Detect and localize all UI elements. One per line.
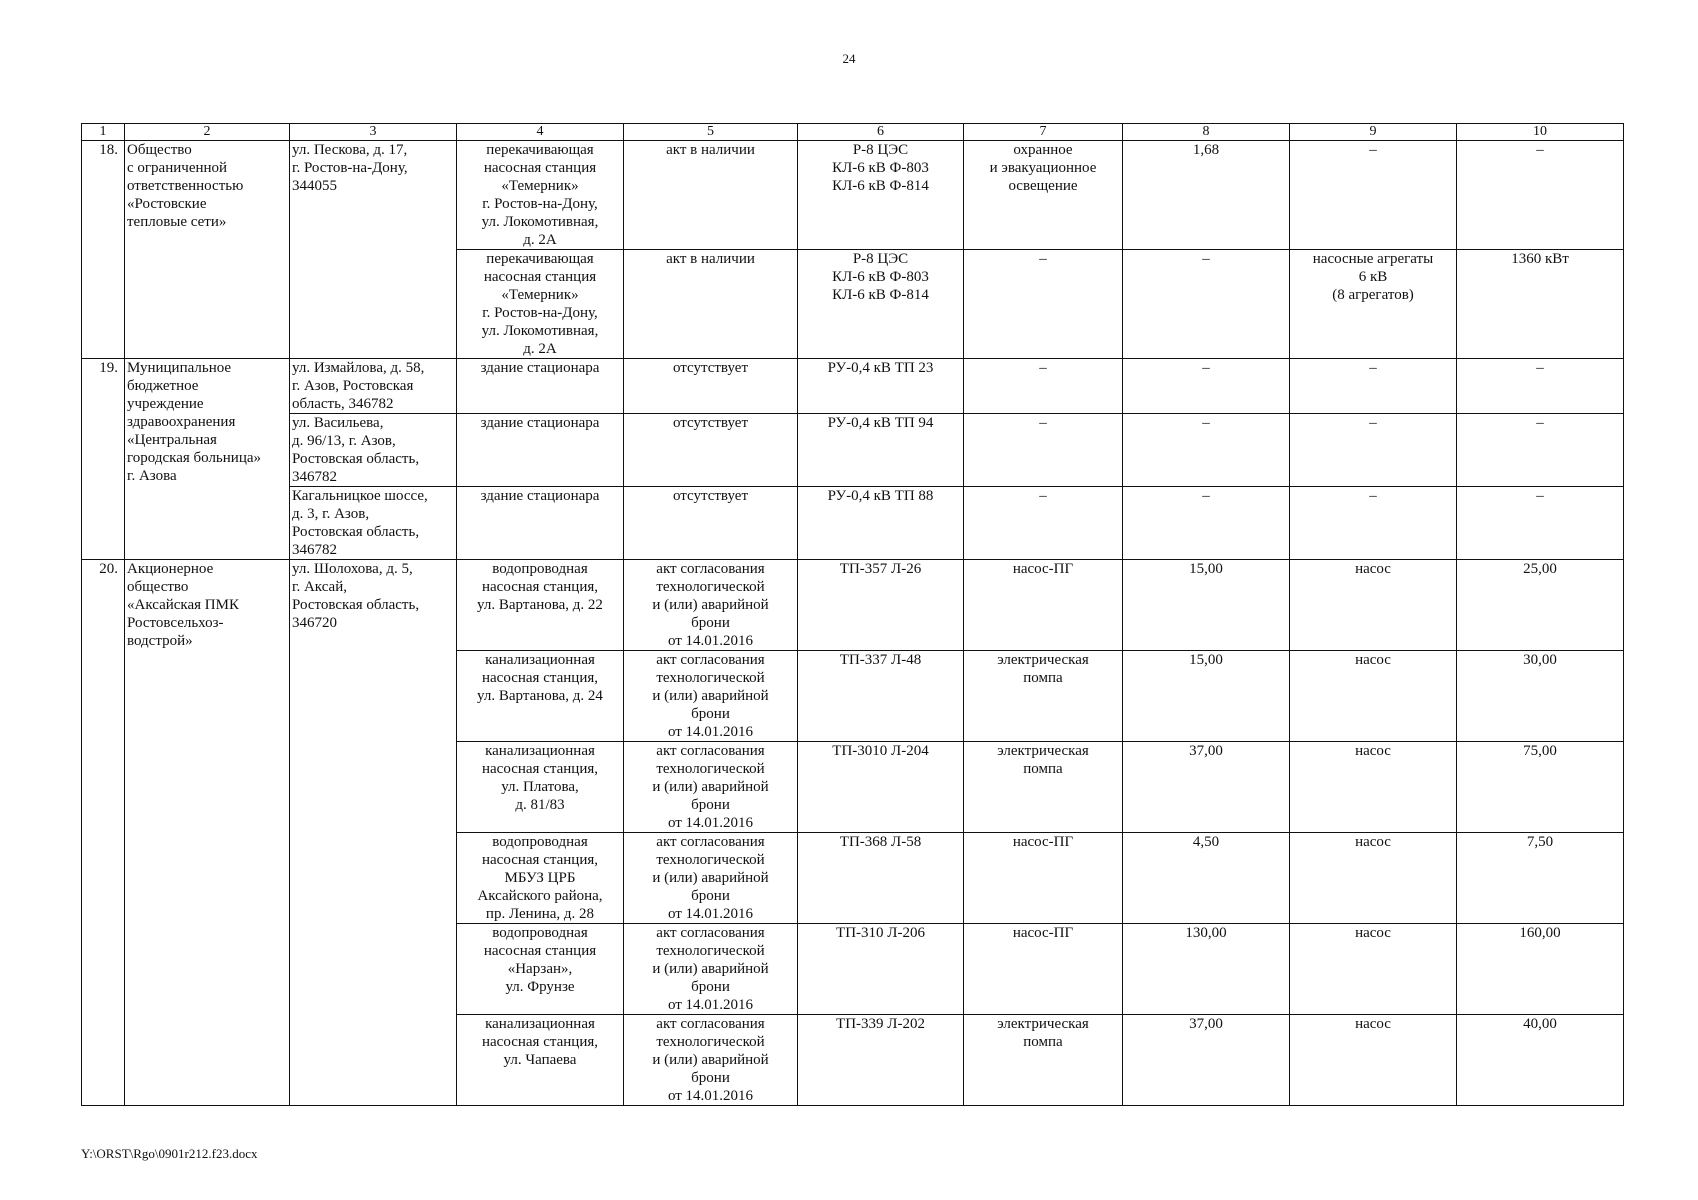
- cell-line: от 14.01.2016: [667, 1088, 754, 1104]
- cell-line: насос: [1355, 743, 1391, 759]
- cell-line: 3: [369, 124, 377, 139]
- cell-line: насосные агрегаты: [1312, 251, 1434, 267]
- cell-line: здание стационара: [480, 488, 600, 504]
- cell-line: ул. Платова,: [501, 779, 579, 795]
- page-number: 24: [842, 51, 856, 66]
- cell-line: 7: [1039, 124, 1047, 139]
- cell-line: Р-8 ЦЭС: [852, 251, 909, 267]
- column-10-value: [1457, 651, 1624, 742]
- column-10-value: [1457, 924, 1624, 1015]
- cell-line: г. Азова: [127, 468, 177, 484]
- cell-line: от 14.01.2016: [667, 633, 754, 649]
- column-numbers-row: [82, 124, 1624, 141]
- column-7-value: [964, 1015, 1123, 1106]
- cell-line: насосная станция: [483, 269, 597, 285]
- power-source: [798, 924, 964, 1015]
- cell-line: перекачивающая: [486, 251, 594, 267]
- object-name: [457, 924, 624, 1015]
- cell-line: РУ-0,4 кВ ТП 88: [827, 488, 934, 504]
- cell-line: –: [1039, 488, 1047, 504]
- cell-line: д. 3, г. Азов,: [292, 506, 370, 522]
- cell-line: ТП-337 Л-48: [839, 652, 922, 668]
- cell-line: перекачивающая: [486, 142, 594, 158]
- cell-line: г. Ростов-на-Дону,: [292, 160, 408, 176]
- cell-line: от 14.01.2016: [667, 815, 754, 831]
- cell-line: здравоохранения: [127, 414, 236, 430]
- cell-line: г. Ростов-на-Дону,: [482, 305, 598, 321]
- cell-line: ТП-310 Л-206: [836, 925, 925, 941]
- cell-line: 15,00: [1189, 652, 1223, 668]
- column-9-value: [1290, 250, 1457, 359]
- cell-line: Общество: [127, 142, 192, 158]
- cell-line: –: [1369, 488, 1377, 504]
- cell-line: ул. Вартанова, д. 24: [477, 688, 603, 704]
- cell-line: Акционерное: [127, 561, 214, 577]
- cell-line: городская больница»: [127, 450, 262, 466]
- cell-line: насос-ПГ: [1012, 834, 1074, 850]
- power-source: [798, 742, 964, 833]
- cell-line: 9: [1369, 124, 1377, 139]
- cell-line: электрическая: [997, 1016, 1089, 1032]
- cell-line: 10: [1533, 124, 1547, 139]
- column-7-value: [964, 560, 1123, 651]
- cell-line: 25,00: [1523, 561, 1557, 577]
- cell-line: ул. Фрунзе: [505, 979, 575, 995]
- cell-line: насос: [1355, 925, 1391, 941]
- cell-line: ул. Локомотивная,: [481, 323, 599, 339]
- cell-line: –: [1039, 360, 1047, 376]
- cell-line: «Темерник»: [501, 178, 579, 194]
- cell-line: и (или) аварийной: [652, 870, 769, 886]
- cell-line: –: [1536, 142, 1544, 158]
- column-number-3: [290, 124, 457, 141]
- cell-line: 346782: [292, 542, 337, 558]
- cell-line: г. Ростов-на-Дону,: [482, 196, 598, 212]
- act-status: [624, 414, 798, 487]
- cell-line: и эвакуационное: [989, 160, 1097, 176]
- cell-line: д. 81/83: [515, 797, 565, 813]
- column-10-value: [1457, 487, 1624, 560]
- row-number: [82, 560, 125, 1106]
- cell-line: 4: [536, 124, 544, 139]
- cell-line: Аксайского района,: [477, 888, 603, 904]
- cell-line: отсутствует: [672, 488, 749, 504]
- act-status: [624, 742, 798, 833]
- cell-line: акт согласования: [656, 561, 765, 577]
- cell-line: брони: [691, 615, 730, 631]
- column-9-value: [1290, 1015, 1457, 1106]
- cell-line: водопроводная: [492, 834, 588, 850]
- cell-line: 1360 кВт: [1511, 251, 1569, 267]
- cell-line: охранное: [1013, 142, 1073, 158]
- cell-line: насос-ПГ: [1012, 925, 1074, 941]
- act-status: [624, 924, 798, 1015]
- cell-line: с ограниченной: [127, 160, 228, 176]
- cell-line: акт согласования: [656, 925, 765, 941]
- cell-line: 2: [203, 124, 211, 139]
- cell-line: и (или) аварийной: [652, 688, 769, 704]
- cell-line: акт согласования: [656, 834, 765, 850]
- cell-line: 5: [707, 124, 714, 139]
- cell-line: ул. Пескова, д. 17,: [292, 142, 408, 158]
- column-9-value: [1290, 742, 1457, 833]
- cell-line: водстрой»: [127, 633, 193, 649]
- column-8-value: [1123, 924, 1290, 1015]
- cell-line: общество: [127, 579, 189, 595]
- cell-line: ТП-368 Л-58: [839, 834, 922, 850]
- power-source: [798, 141, 964, 250]
- power-source: [798, 487, 964, 560]
- column-8-value: [1123, 359, 1290, 414]
- act-status: [624, 141, 798, 250]
- row-number: [82, 141, 125, 359]
- object-name: [457, 250, 624, 359]
- column-7-value: [964, 833, 1123, 924]
- cell-line: водопроводная: [492, 925, 588, 941]
- cell-line: 19.: [99, 360, 118, 376]
- cell-line: д. 2А: [523, 232, 557, 248]
- column-7-value: [964, 250, 1123, 359]
- cell-line: Ростовсельхоз-: [127, 615, 224, 631]
- act-status: [624, 250, 798, 359]
- object-name: [457, 487, 624, 560]
- column-8-value: [1123, 250, 1290, 359]
- cell-line: 1: [99, 124, 107, 139]
- cell-line: «Ростовские: [127, 196, 207, 212]
- column-8-value: [1123, 414, 1290, 487]
- cell-line: 6: [877, 124, 884, 139]
- cell-line: ответственностью: [127, 178, 244, 194]
- cell-line: электрическая: [997, 743, 1089, 759]
- column-number-4: [457, 124, 624, 141]
- cell-line: 6 кВ: [1358, 269, 1388, 285]
- cell-line: 346720: [292, 615, 337, 631]
- cell-line: 30,00: [1523, 652, 1557, 668]
- cell-line: –: [1039, 415, 1047, 431]
- cell-line: отсутствует: [672, 360, 749, 376]
- cell-line: насос: [1355, 834, 1391, 850]
- cell-line: отсутствует: [672, 415, 749, 431]
- cell-line: 37,00: [1189, 1016, 1223, 1032]
- cell-line: насосная станция,: [482, 1034, 598, 1050]
- column-8-value: [1123, 651, 1290, 742]
- cell-line: –: [1202, 251, 1210, 267]
- cell-line: Кагальницкое шоссе,: [292, 488, 428, 504]
- column-9-value: [1290, 487, 1457, 560]
- cell-line: 15,00: [1189, 561, 1223, 577]
- cell-line: –: [1369, 360, 1377, 376]
- cell-line: КЛ-6 кВ Ф-803: [832, 160, 929, 176]
- cell-line: от 14.01.2016: [667, 724, 754, 740]
- object-name: [457, 141, 624, 250]
- cell-line: технологической: [656, 579, 765, 595]
- cell-line: Ростовская область,: [292, 597, 420, 613]
- column-number-5: [624, 124, 798, 141]
- cell-line: ул. Вартанова, д. 22: [477, 597, 603, 613]
- column-9-value: [1290, 359, 1457, 414]
- cell-line: г. Азов, Ростовская: [292, 378, 414, 394]
- object-name: [457, 833, 624, 924]
- act-status: [624, 1015, 798, 1106]
- act-status: [624, 359, 798, 414]
- cell-line: электрическая: [997, 652, 1089, 668]
- cell-line: Ростовская область,: [292, 451, 420, 467]
- object-name: [457, 1015, 624, 1106]
- power-source: [798, 651, 964, 742]
- column-number-10: [1457, 124, 1624, 141]
- cell-line: г. Аксай,: [292, 579, 347, 595]
- cell-line: Р-8 ЦЭС: [852, 142, 909, 158]
- cell-line: здание стационара: [480, 360, 600, 376]
- cell-line: –: [1536, 415, 1544, 431]
- column-8-value: [1123, 833, 1290, 924]
- cell-line: –: [1536, 360, 1544, 376]
- column-number-2: [125, 124, 290, 141]
- cell-line: –: [1536, 488, 1544, 504]
- object-name: [457, 742, 624, 833]
- column-number-7: [964, 124, 1123, 141]
- column-7-value: [964, 141, 1123, 250]
- cell-line: брони: [691, 1070, 730, 1086]
- cell-line: 4,50: [1192, 834, 1220, 850]
- cell-line: д. 96/13, г. Азов,: [292, 433, 396, 449]
- file-path-footer: Y:\ORST\Rgo\0901r212.f23.docx: [81, 1146, 258, 1161]
- cell-line: Муниципальное: [127, 360, 232, 376]
- column-10-value: [1457, 1015, 1624, 1106]
- cell-line: ул. Васильева,: [292, 415, 384, 431]
- column-10-value: [1457, 560, 1624, 651]
- column-7-value: [964, 359, 1123, 414]
- cell-line: «Центральная: [127, 432, 217, 448]
- column-9-value: [1290, 141, 1457, 250]
- column-number-8: [1123, 124, 1290, 141]
- cell-line: –: [1039, 251, 1047, 267]
- cell-line: –: [1202, 360, 1210, 376]
- column-8-value: [1123, 560, 1290, 651]
- cell-line: Ростовская область,: [292, 524, 420, 540]
- organization-address: [290, 141, 457, 359]
- cell-line: 7,50: [1526, 834, 1554, 850]
- column-10-value: [1457, 414, 1624, 487]
- cell-line: КЛ-6 кВ Ф-814: [832, 178, 929, 194]
- cell-line: ул. Локомотивная,: [481, 214, 599, 230]
- object-name: [457, 560, 624, 651]
- cell-line: д. 2А: [523, 341, 557, 357]
- table-row: [82, 359, 1624, 414]
- organization-name: [125, 141, 290, 359]
- cell-line: МБУЗ ЦРБ: [504, 870, 576, 886]
- object-name: [457, 651, 624, 742]
- column-8-value: [1123, 1015, 1290, 1106]
- cell-line: канализационная: [485, 652, 595, 668]
- column-7-value: [964, 924, 1123, 1015]
- cell-line: насосная станция: [483, 943, 597, 959]
- column-10-value: [1457, 359, 1624, 414]
- column-7-value: [964, 414, 1123, 487]
- cell-line: и (или) аварийной: [652, 961, 769, 977]
- cell-line: ТП-357 Л-26: [839, 561, 922, 577]
- object-name: [457, 359, 624, 414]
- cell-line: акт в наличии: [666, 142, 755, 158]
- cell-line: и (или) аварийной: [652, 597, 769, 613]
- cell-line: 346782: [292, 469, 337, 485]
- cell-line: брони: [691, 979, 730, 995]
- objects-table: [81, 123, 1624, 1106]
- cell-line: пр. Ленина, д. 28: [485, 906, 595, 922]
- power-source: [798, 560, 964, 651]
- cell-line: акт согласования: [656, 652, 765, 668]
- object-name: [457, 414, 624, 487]
- cell-line: акт согласования: [656, 1016, 765, 1032]
- cell-line: помпа: [1023, 1034, 1063, 1050]
- object-address: [290, 414, 457, 487]
- column-9-value: [1290, 833, 1457, 924]
- cell-line: технологической: [656, 670, 765, 686]
- power-source: [798, 250, 964, 359]
- cell-line: –: [1369, 415, 1377, 431]
- cell-line: 37,00: [1189, 743, 1223, 759]
- cell-line: 160,00: [1519, 925, 1561, 941]
- cell-line: брони: [691, 797, 730, 813]
- power-source: [798, 1015, 964, 1106]
- cell-line: от 14.01.2016: [667, 997, 754, 1013]
- table-row: [82, 487, 1624, 560]
- cell-line: насосная станция,: [482, 579, 598, 595]
- column-9-value: [1290, 651, 1457, 742]
- column-number-6: [798, 124, 964, 141]
- column-number-9: [1290, 124, 1457, 141]
- cell-line: водопроводная: [492, 561, 588, 577]
- column-10-value: [1457, 250, 1624, 359]
- cell-line: ТП-339 Л-202: [836, 1016, 925, 1032]
- cell-line: ул. Измайлова, д. 58,: [292, 360, 425, 376]
- cell-line: –: [1202, 415, 1210, 431]
- cell-line: 8: [1202, 124, 1210, 139]
- column-9-value: [1290, 414, 1457, 487]
- cell-line: 344055: [292, 178, 337, 194]
- cell-line: освещение: [1008, 178, 1078, 194]
- column-10-value: [1457, 833, 1624, 924]
- cell-line: «Темерник»: [501, 287, 579, 303]
- cell-line: насос: [1355, 1016, 1391, 1032]
- column-10-value: [1457, 141, 1624, 250]
- organization-address: [290, 560, 457, 1106]
- cell-line: КЛ-6 кВ Ф-803: [832, 269, 929, 285]
- cell-line: брони: [691, 888, 730, 904]
- cell-line: ул. Чапаева: [503, 1052, 577, 1068]
- cell-line: технологической: [656, 943, 765, 959]
- table-row: [82, 141, 1624, 250]
- column-8-value: [1123, 487, 1290, 560]
- cell-line: канализационная: [485, 743, 595, 759]
- cell-line: насос: [1355, 561, 1391, 577]
- cell-line: ТП-3010 Л-204: [832, 743, 929, 759]
- table-row: [82, 414, 1624, 487]
- cell-line: помпа: [1023, 761, 1063, 777]
- cell-line: тепловые сети»: [127, 214, 227, 230]
- column-number-1: [82, 124, 125, 141]
- cell-line: технологической: [656, 852, 765, 868]
- cell-line: КЛ-6 кВ Ф-814: [832, 287, 929, 303]
- act-status: [624, 487, 798, 560]
- cell-line: ул. Шолохова, д. 5,: [292, 561, 413, 577]
- organization-name: [125, 560, 290, 1106]
- cell-line: –: [1369, 142, 1377, 158]
- cell-line: технологической: [656, 761, 765, 777]
- cell-line: насосная станция: [483, 160, 597, 176]
- column-7-value: [964, 651, 1123, 742]
- column-7-value: [964, 742, 1123, 833]
- cell-line: бюджетное: [127, 378, 199, 394]
- act-status: [624, 560, 798, 651]
- cell-line: канализационная: [485, 1016, 595, 1032]
- cell-line: акт согласования: [656, 743, 765, 759]
- cell-line: насосная станция,: [482, 670, 598, 686]
- row-number: [82, 359, 125, 560]
- cell-line: «Аксайская ПМК: [127, 597, 239, 613]
- cell-line: и (или) аварийной: [652, 779, 769, 795]
- cell-line: насос-ПГ: [1012, 561, 1074, 577]
- cell-line: 1,68: [1192, 142, 1220, 158]
- cell-line: здание стационара: [480, 415, 600, 431]
- act-status: [624, 651, 798, 742]
- column-7-value: [964, 487, 1123, 560]
- cell-line: (8 агрегатов): [1332, 287, 1414, 303]
- table-row: [82, 560, 1624, 651]
- column-8-value: [1123, 141, 1290, 250]
- column-9-value: [1290, 560, 1457, 651]
- column-9-value: [1290, 924, 1457, 1015]
- cell-line: и (или) аварийной: [652, 1052, 769, 1068]
- cell-line: 130,00: [1185, 925, 1227, 941]
- act-status: [624, 833, 798, 924]
- cell-line: насос: [1355, 652, 1391, 668]
- cell-line: акт в наличии: [666, 251, 755, 267]
- object-address: [290, 487, 457, 560]
- cell-line: технологической: [656, 1034, 765, 1050]
- column-8-value: [1123, 742, 1290, 833]
- cell-line: –: [1202, 488, 1210, 504]
- cell-line: РУ-0,4 кВ ТП 94: [827, 415, 934, 431]
- cell-line: 18.: [99, 142, 118, 158]
- power-source: [798, 414, 964, 487]
- cell-line: помпа: [1023, 670, 1063, 686]
- cell-line: «Нарзан»,: [507, 961, 573, 977]
- cell-line: учреждение: [127, 396, 204, 412]
- cell-line: от 14.01.2016: [667, 906, 754, 922]
- cell-line: 75,00: [1523, 743, 1557, 759]
- column-10-value: [1457, 742, 1624, 833]
- cell-line: 40,00: [1523, 1016, 1557, 1032]
- cell-line: 20.: [99, 561, 118, 577]
- power-source: [798, 359, 964, 414]
- cell-line: насосная станция,: [482, 761, 598, 777]
- organization-name: [125, 359, 290, 560]
- cell-line: область, 346782: [292, 396, 394, 412]
- cell-line: насосная станция,: [482, 852, 598, 868]
- object-address: [290, 359, 457, 414]
- power-source: [798, 833, 964, 924]
- cell-line: РУ-0,4 кВ ТП 23: [827, 360, 934, 376]
- cell-line: брони: [691, 706, 730, 722]
